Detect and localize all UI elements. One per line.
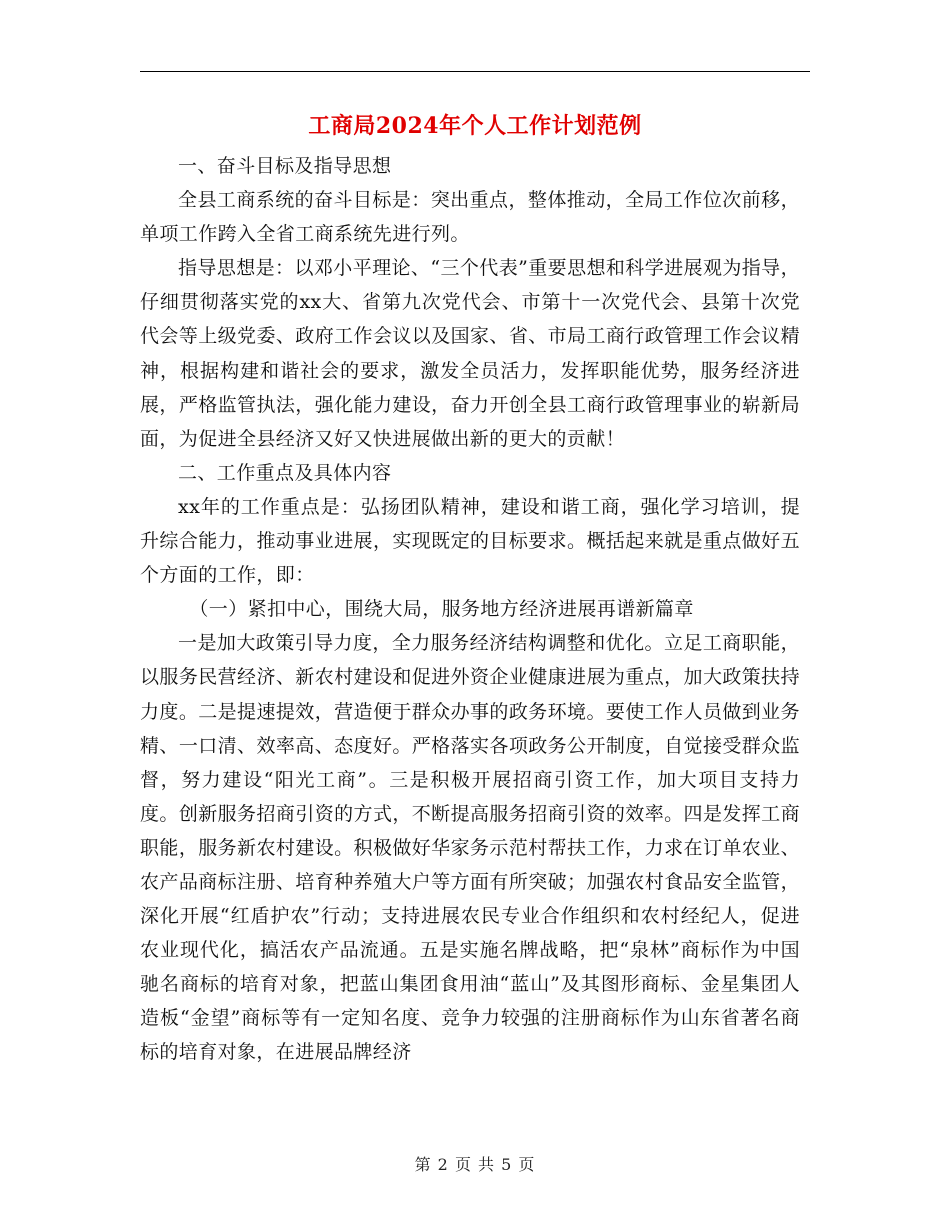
document-body [140, 149, 800, 1070]
header-rule [140, 71, 810, 72]
section-heading-2: 二、工作重点及具体内容 [178, 461, 392, 484]
paragraph-detail: 一是加大政策引导力度，全力服务经济结构调整和优化。立足工商职能，以服务民营经济、新农村建设和促进外资企业健康进展为重点，加大政策扶持力度。二是提速提效，营造便于群众办事的政务环境。要使工作人员做到业务精、一口清、效率高、态度好。严格落实各项政务公开制度，自觉接受群众监督，努力建设“阳光工商”。三是积极开展招商引资工作，加大项目支持力度。创新服务招商引资的方式，不断提高服务招商引资的效率。四是发挥工商职能，服务新农村建设。积极做好华家务示范村帮扶工作，力求在订单农业、农产品商标注册、培育种养殖大户等方面有所突破；加强农村食品安全监管，深化开展“红盾护农”行动；支持进展农民专业合作组织和农村经纪人，促进农业现代化，搞活农产品流通。五是实施名牌战略，把“泉林”商标作为中国驰名商标的培育对象，把蓝山集团食用油“蓝山”及其图形商标、金星集团人造板“金望”商标等有一定知名度、竞争力较强的注册商标作为山东省著名商标的培育对象，在进展品牌经济 [140, 632, 800, 1064]
subsection-heading-1: （一）紧扣中心，围绕大局，服务地方经济进展再谱新篇章 [189, 598, 694, 621]
page-number: 第 2 页 共 5 页 [414, 1155, 536, 1174]
section-heading-1: 一、奋斗目标及指导思想 [178, 155, 392, 177]
paragraph-goal: 全县工商系统的奋斗目标是：突出重点，整体推动，全局工作位次前移，单项工作跨入全省工商系统先进行列。 [140, 189, 800, 246]
document-title: 工商局2024年个人工作计划范例 [308, 113, 642, 139]
paragraph-key-work: xx年的工作重点是：弘扬团队精神，建设和谐工商，强化学习培训，提升综合能力，推动事业进展，实现既定的目标要求。概括起来就是重点做好五个方面的工作，即： [140, 495, 800, 587]
paragraph-guiding-thought: 指导思想是：以邓小平理论、“三个代表”重要思想和科学进展观为指导，仔细贯彻落实党的xx大、省第九次党代会、市第十一次党代会、县第十次党代会等上级党委、政府工作会议以及国家、省、市局工商行政管理工作会议精神，根据构建和谐社会的要求，激发全员活力，发挥职能优势，服务经济进展，严格监管执法，强化能力建设，奋力开创全县工商行政管理事业的崭新局面，为促进全县经济又好又快进展做出新的更大的贡献！ [140, 257, 800, 450]
